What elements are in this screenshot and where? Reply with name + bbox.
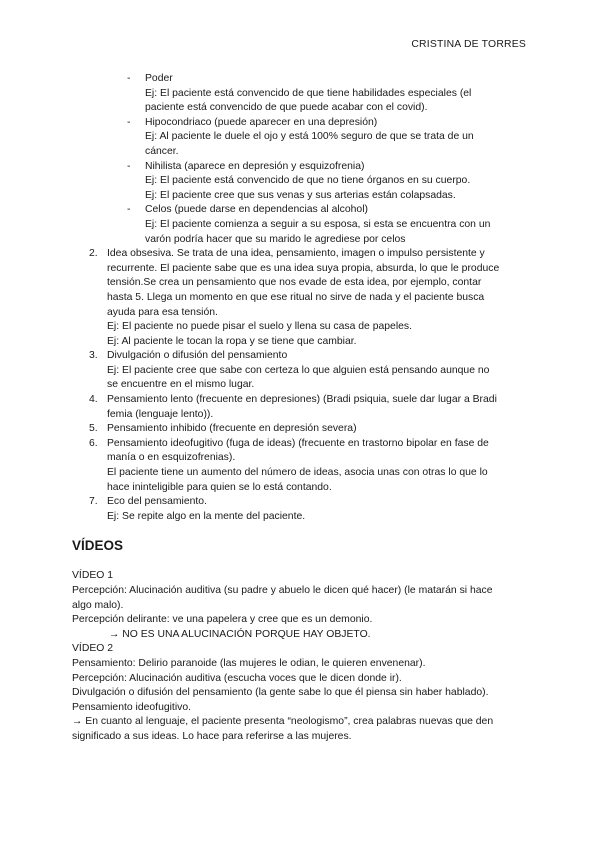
videos-section: [72, 569, 532, 744]
item-line: varón podría hacer que su marido le agrediese por celos: [145, 233, 406, 245]
item-line: paciente está convencido de que puede acabar con el covid).: [145, 102, 428, 114]
item-line: cáncer.: [145, 145, 179, 157]
bullet-dash: -: [127, 73, 131, 84]
video-1-title: VÍDEO 1: [72, 570, 113, 582]
item-title: Poder: [145, 73, 173, 84]
item-line: Pensamiento inhibido (frecuente en depresión severa): [107, 423, 357, 435]
list-item: [127, 203, 532, 247]
paragraph: Pensamiento: Delirio paranoide (las mujeres le odian, le quieren envenenar).: [72, 657, 426, 669]
section-heading-videos: VÍDEOS: [72, 538, 124, 554]
item-line: Eco del pensamiento.: [107, 496, 207, 508]
item-line: hasta 5. Llega un momento en que ese ritual no sirve de nada y el paciente busca: [107, 291, 485, 303]
document-body: [72, 72, 532, 745]
item-number: 5.: [89, 423, 98, 435]
item-number: 6.: [89, 437, 98, 449]
paragraph: Percepción delirante: ve una papelera y cree que es un demonio.: [72, 614, 373, 626]
item-line: El paciente tiene un aumento del número de ideas, asocia unas con otras lo que lo: [107, 467, 488, 479]
item-line: femia (lenguaje lento)).: [107, 408, 214, 420]
item-line: Ej: El paciente está convencido de que no tiene órganos en su cuerpo.: [145, 175, 471, 187]
bullet-dash: -: [127, 116, 131, 128]
item-title: Celos (puede darse en dependencias al alcohol): [145, 204, 368, 216]
paragraph: Percepción: Alucinación auditiva (su padre y abuelo le dicen qué hacer) (le matarán si hace: [72, 585, 493, 596]
list-item: [127, 72, 532, 116]
paragraph: significado a sus ideas. Lo hace para referirse a las mujeres.: [72, 730, 352, 742]
header-author: CRISTINA DE TORRES: [411, 39, 526, 50]
item-line: recurrente. El paciente sabe que es una idea suya propia, absurda, lo que le produce: [107, 262, 500, 274]
bullet-dash: -: [127, 160, 131, 172]
item-line: manía o en esquizofrenias).: [107, 452, 236, 464]
list-item: [127, 160, 532, 204]
paragraph: Percepción: Alucinación auditiva (escucha voces que le dicen donde ir).: [72, 672, 402, 684]
list-item: [127, 116, 532, 160]
list-item: [89, 349, 532, 393]
item-number: 3.: [89, 350, 98, 362]
item-line: Ej: El paciente cree que sabe con certeza lo que alguien está pensando aunque no: [107, 364, 490, 376]
item-line: Ej: Se repite algo en la mente del paciente.: [107, 510, 306, 522]
paragraph: → NO ES UNA ALUCINACIÓN PORQUE HAY OBJETO.: [109, 628, 371, 640]
delusion-types-list: [127, 72, 532, 247]
bullet-dash: -: [127, 204, 131, 216]
list-item: [89, 393, 532, 422]
item-title: Hipocondriaco (puede aparecer en una depresión): [145, 116, 378, 128]
item-line: Pensamiento lento (frecuente en depresiones) (Bradi psiquia, suele dar lugar a Bradi: [107, 394, 497, 406]
item-line: Ej: El paciente no puede pisar el suelo y llena su casa de papeles.: [107, 321, 412, 333]
paragraph: algo malo).: [72, 599, 124, 611]
list-item: [89, 437, 532, 495]
item-line: Ej: El paciente comienza a seguir a su esposa, si esta se encuentra con un: [145, 218, 491, 230]
item-line: ayuda para esa tensión.: [107, 306, 218, 318]
item-line: hace ininteligible para quien se lo está contando.: [107, 481, 332, 493]
item-line: Ej: El paciente está convencido de que tiene habilidades especiales (el: [145, 87, 472, 99]
item-number: 4.: [89, 394, 98, 406]
item-line: Idea obsesiva. Se trata de una idea, pensamiento, imagen o impulso persistente y: [107, 248, 485, 260]
item-line: Ej: Al paciente le tocan la ropa y se tiene que cambiar.: [107, 335, 357, 347]
item-number: 2.: [89, 248, 98, 260]
video-2-title: VÍDEO 2: [72, 643, 113, 655]
item-line: se encuentre en el mismo lugar.: [107, 379, 255, 391]
item-line: Ej: El paciente cree que sus venas y sus arterias están colapsadas.: [145, 189, 456, 201]
item-line: Ej: Al paciente le duele el ojo y está 100% seguro de que se trata de un: [145, 131, 474, 143]
list-item: [89, 247, 532, 349]
item-line: Divulgación o difusión del pensamiento: [107, 350, 288, 362]
paragraph: → En cuanto al lenguaje, el paciente presenta “neologismo”, crea palabras nuevas que den: [72, 716, 494, 728]
thought-disorders-list: [89, 247, 532, 524]
item-line: Pensamiento ideofugitivo (fuga de ideas) (frecuente en trastorno bipolar en fase de: [107, 437, 489, 449]
item-number: 7.: [89, 496, 98, 508]
item-title: Nihilista (aparece en depresión y esquizofrenia): [145, 160, 365, 172]
paragraph: Pensamiento ideofugitivo.: [72, 701, 191, 713]
paragraph: Divulgación o difusión del pensamiento (la gente sabe lo que él piensa sin haber hablado).: [72, 687, 489, 699]
list-item: [89, 495, 532, 524]
item-line: tensión.Se crea un pensamiento que nos evade de esta idea, por ejemplo, contar: [107, 277, 482, 289]
list-item: [89, 422, 532, 437]
